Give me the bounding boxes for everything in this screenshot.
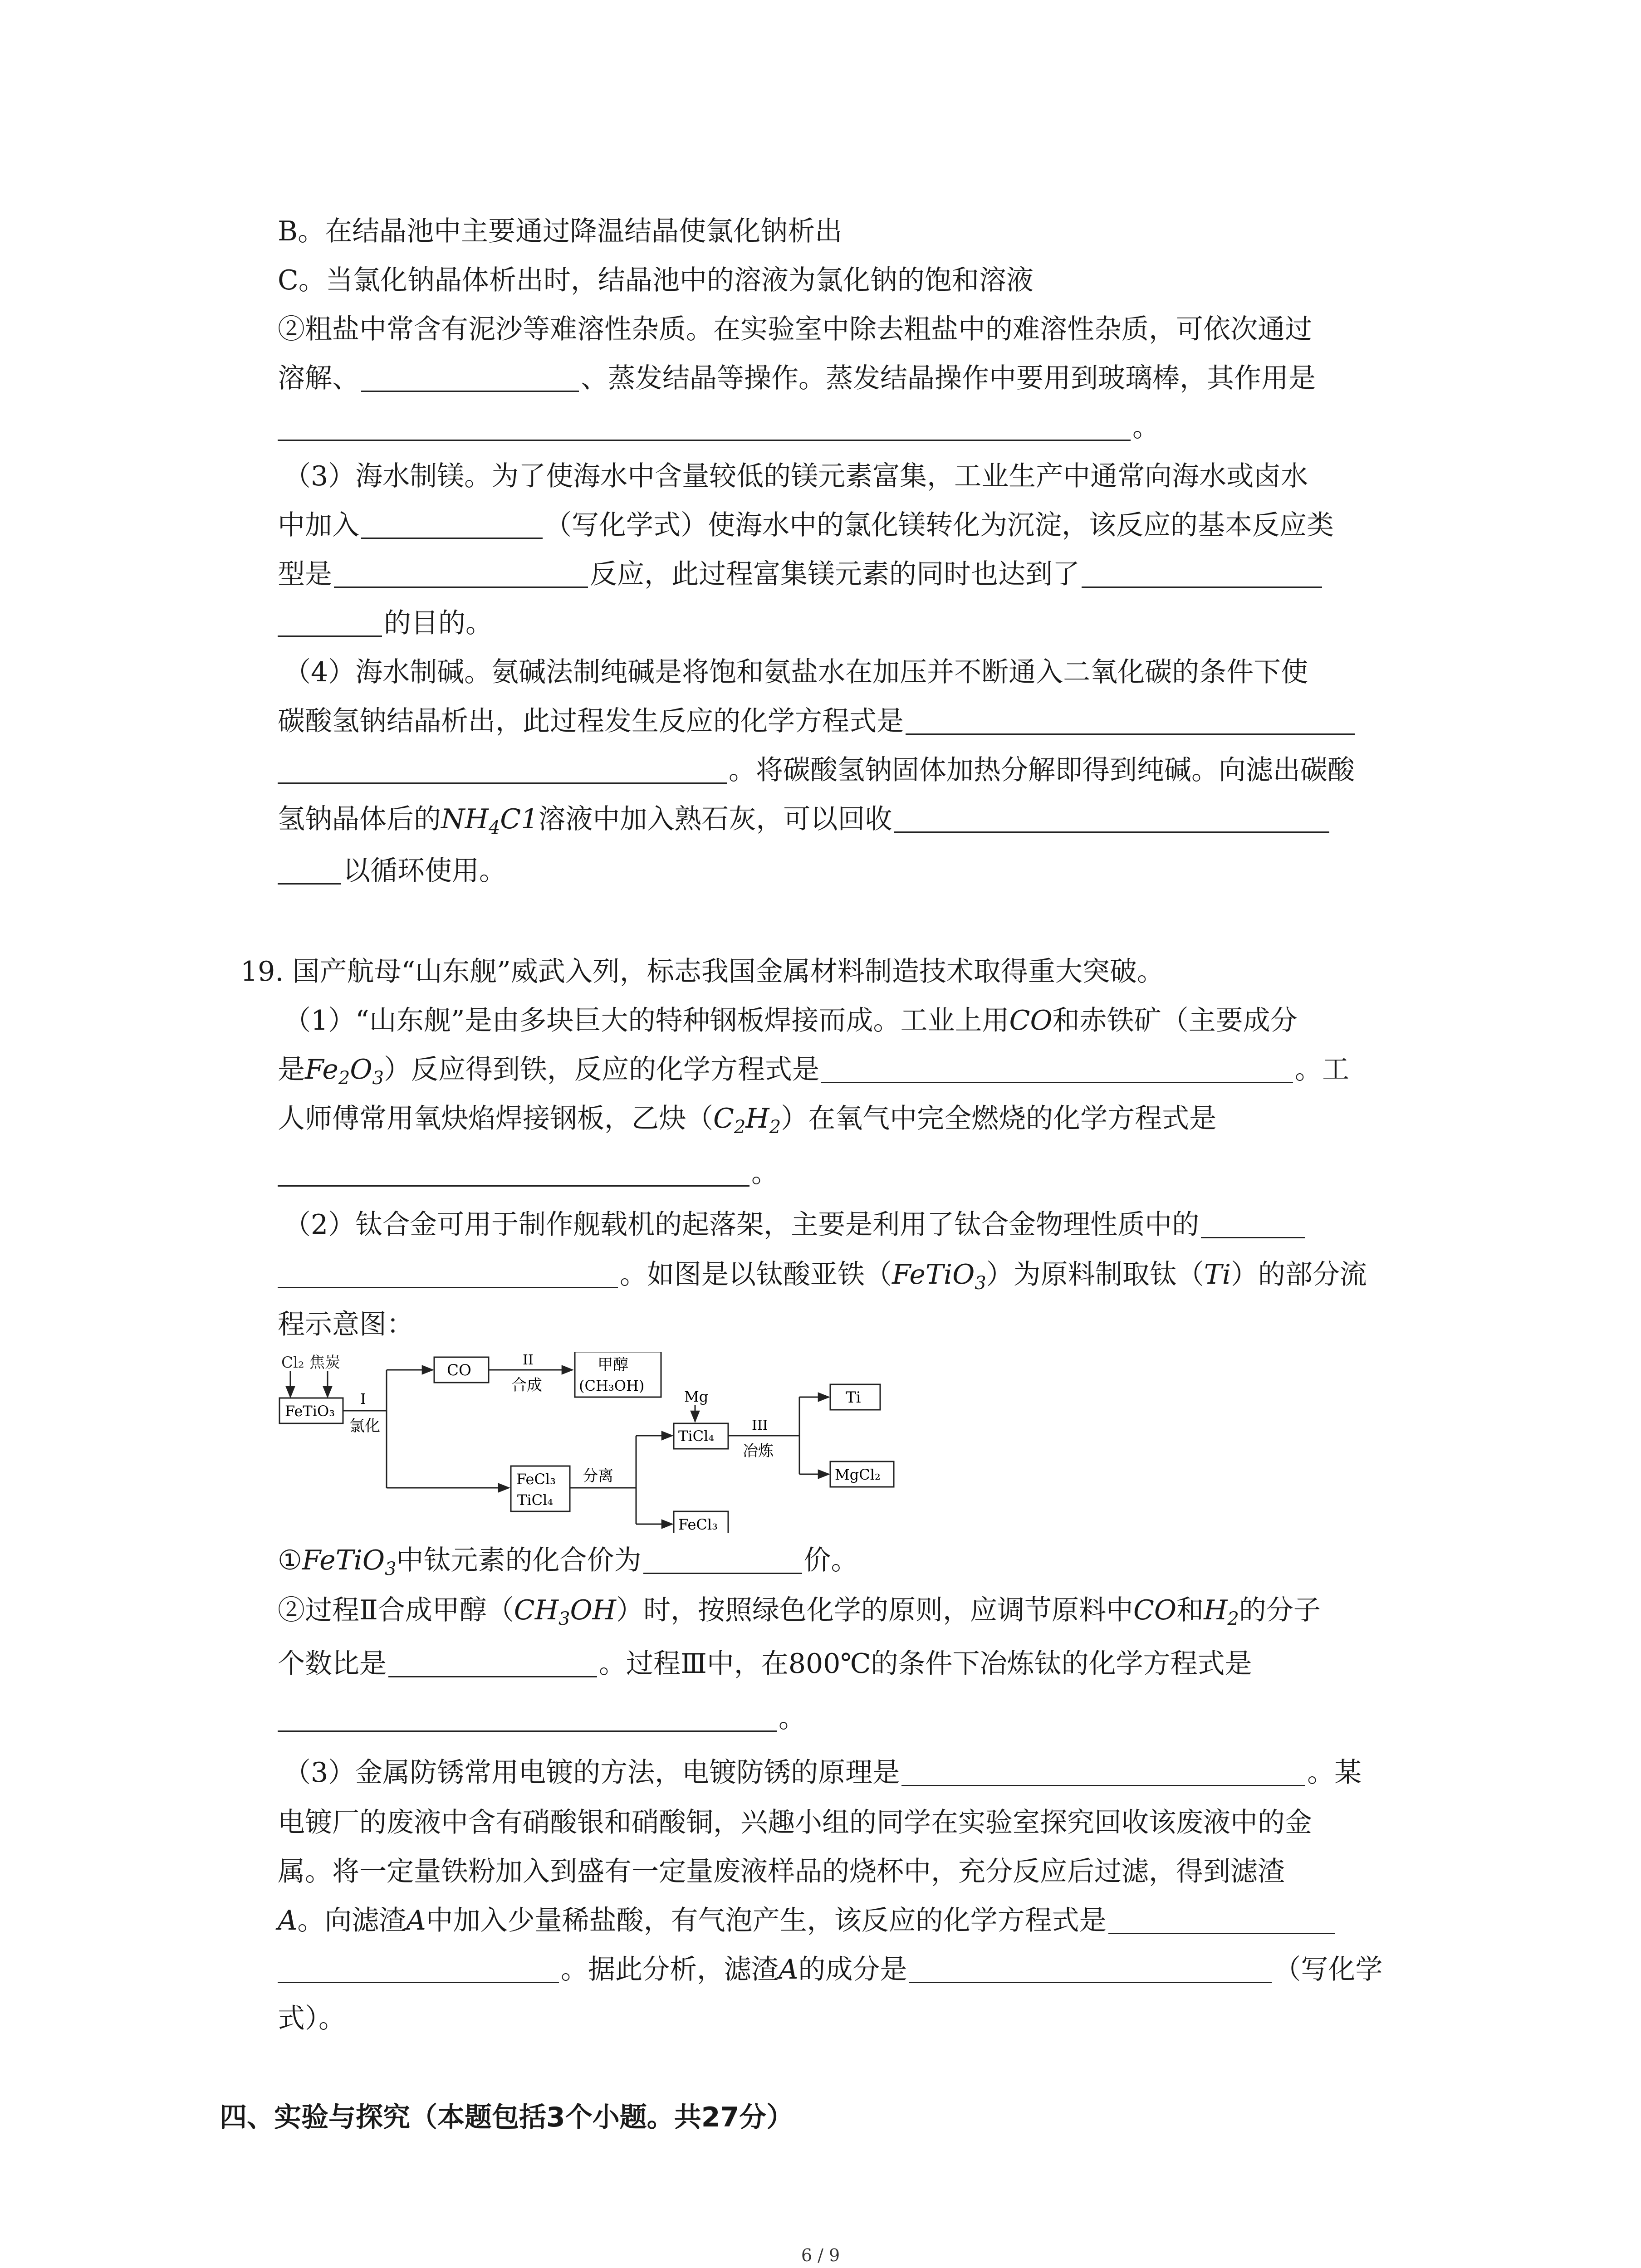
text: （1）“山东舰”是由多块巨大的特种钢板焊接而成。工业上用 [284, 1005, 1009, 1036]
formula: CO [1009, 1005, 1053, 1036]
subscript: 3 [385, 1559, 397, 1579]
text: ②粗盐中常含有泥沙等难溶性杂质。在实验室中除去粗盐中的难溶性杂质，可依次通过 [278, 313, 1312, 345]
text: （3）金属防锈常用电镀的方法，电镀防锈的原理是 [284, 1757, 900, 1789]
step1-label: 氯化 [349, 1417, 380, 1435]
text: 。 [751, 1157, 779, 1189]
answer-blank[interactable] [278, 1159, 749, 1187]
q18-3-line1 [284, 458, 1308, 494]
formula-part: H [1204, 1594, 1228, 1626]
step2-numeral: II [523, 1352, 534, 1368]
q19-1-line4 [278, 1155, 779, 1191]
q19-2-sub2-line3 [278, 1700, 806, 1736]
text: 。向滤渣 [297, 1905, 407, 1936]
answer-blank[interactable] [278, 1704, 777, 1732]
text: 。过程Ⅲ中，在800℃的条件下冶炼钛的化学方程式是 [599, 1648, 1252, 1680]
text: 。如图是以钛酸亚铁（ [620, 1259, 892, 1290]
text: 氢钠晶体后的 [278, 803, 441, 835]
text: 型是 [278, 558, 332, 590]
text: 、蒸发结晶等操作。蒸发结晶操作中要用到玻璃棒，其作用是 [581, 362, 1316, 394]
q19-2-sub1 [278, 1542, 858, 1579]
answer-blank[interactable] [906, 707, 1355, 735]
q18-2-line1 [278, 311, 1312, 347]
cl2-label: Cl₂ [281, 1354, 304, 1372]
answer-blank[interactable] [894, 805, 1329, 833]
formula-part: FeTiO [892, 1259, 975, 1290]
text: 。工 [1294, 1054, 1349, 1085]
formula [1204, 1594, 1239, 1629]
formula [892, 1259, 986, 1294]
text: 是 [278, 1054, 305, 1085]
formula-part: NH [441, 803, 489, 835]
fecl3-text: FeCl₃ [678, 1516, 718, 1533]
q19-2-line1 [284, 1207, 1307, 1243]
text: ②过程Ⅱ合成甲醇（ [278, 1594, 514, 1626]
text: （3）海水制镁。为了使海水中含量较低的镁元素富集，工业生产中通常向海水或卤水 [284, 460, 1308, 492]
answer-blank[interactable] [278, 609, 382, 637]
methanol-formula: (CH₃OH) [579, 1377, 645, 1394]
page-number: 6 / 9 [801, 2245, 840, 2265]
answer-blank[interactable] [901, 1759, 1305, 1786]
text: 属。将一定量铁粉加入到盛有一定量废液样品的烧杯中，充分反应后过滤，得到滤渣 [278, 1856, 1285, 1887]
formula [713, 1103, 781, 1138]
text: 电镀厂的废液中含有硝酸银和硝酸铜，兴趣小组的同学在实验室探究回收该废液中的金 [278, 1807, 1312, 1838]
answer-blank[interactable] [1082, 560, 1322, 588]
answer-blank[interactable] [1201, 1211, 1305, 1238]
answer-blank[interactable] [388, 1650, 597, 1677]
answer-blank[interactable] [909, 1955, 1272, 1983]
formula-part: FeTiO [302, 1545, 385, 1576]
q19-3-line5 [278, 1951, 1382, 1988]
chlorides-ticl4: TiCl₄ [517, 1491, 554, 1509]
text: 以循环使用。 [343, 855, 506, 887]
text: 四、实验与探究（本题包括3个小题。共27分） [220, 2102, 794, 2133]
chlorides-fecl3: FeCl₃ [516, 1471, 556, 1488]
text: 19. 国产航母“山东舰”威武入列，标志我国金属材料制造技术取得重大突破。 [240, 956, 1164, 987]
separate-label: 分离 [583, 1467, 613, 1485]
text: 和 [1176, 1594, 1204, 1626]
subscript: 2 [769, 1117, 781, 1138]
text: ）的部分流 [1230, 1259, 1367, 1290]
option-c-text: C。当氯化钠晶体析出时，结晶池中的溶液为氯化钠的饱和溶液 [278, 264, 1034, 296]
text: 。据此分析，滤渣 [561, 1954, 779, 1985]
ticl4-text: TiCl₄ [678, 1427, 715, 1445]
text: 个数比是 [278, 1648, 387, 1680]
text: ）反应得到铁，反应的化学方程式是 [383, 1054, 819, 1085]
formula: A [278, 1905, 298, 1936]
formula [305, 1054, 384, 1089]
option-c [278, 262, 1034, 298]
step3-label: 冶炼 [743, 1442, 774, 1460]
subscript: 2 [734, 1117, 746, 1138]
formula: A [779, 1954, 798, 1985]
mg-label: Mg [684, 1388, 709, 1405]
q19-3-line6 [278, 2000, 346, 2037]
text: 溶液中加入熟石灰，可以回收 [538, 803, 892, 835]
text: 人师傅常用氧炔焰焊接钢板，乙炔（ [278, 1103, 713, 1134]
section-4-heading [220, 2099, 794, 2136]
q18-4-line3 [278, 752, 1355, 788]
formula-part: OH [570, 1594, 616, 1626]
text: 的目的。 [384, 607, 493, 639]
text: 程示意图： [278, 1309, 414, 1340]
q18-4-line5 [278, 853, 506, 889]
q18-2-line3 [278, 409, 1160, 445]
q19-2-sub2-line2 [278, 1646, 1252, 1682]
formula-part: Fe [305, 1054, 338, 1085]
formula [514, 1594, 616, 1629]
q19-3-line4 [278, 1902, 1337, 1939]
answer-blank[interactable] [334, 560, 588, 588]
text: 溶解、 [278, 362, 359, 394]
answer-blank[interactable] [1108, 1906, 1335, 1934]
text: 价。 [803, 1545, 858, 1576]
subscript: 2 [338, 1068, 350, 1089]
text: 。 [1132, 411, 1160, 443]
text: ）时，按照绿色化学的原则，应调节原料中 [616, 1594, 1133, 1626]
answer-blank[interactable] [278, 1261, 618, 1288]
q19-3-line1 [284, 1755, 1362, 1791]
fetio3-text: FeTiO₃ [285, 1403, 335, 1420]
q19-3-line2 [278, 1804, 1312, 1841]
answer-blank[interactable] [278, 413, 1131, 441]
subscript: 2 [1227, 1608, 1239, 1629]
text: 反应，此过程富集镁元素的同时也达到了 [590, 558, 1080, 590]
text: （写化学式）使海水中的氯化镁转化为沉淀，该反应的基本反应类 [544, 509, 1334, 541]
q18-4-line4 [278, 801, 1331, 837]
answer-blank[interactable] [361, 364, 579, 392]
text: ）为原料制取钛（ [986, 1259, 1204, 1290]
text: 碳酸氢钠结晶析出，此过程发生反应的化学方程式是 [278, 705, 904, 737]
q19-3-line3 [278, 1853, 1285, 1890]
q19-2-line3 [278, 1306, 414, 1343]
q18-2-line2 [278, 360, 1316, 396]
text: （2）钛合金可用于制作舰载机的起落架，主要是利用了钛合金物理性质中的 [284, 1209, 1200, 1241]
answer-blank[interactable] [278, 756, 727, 784]
formula-part: CH [514, 1594, 559, 1626]
ti-text: Ti [846, 1388, 861, 1407]
option-b [278, 213, 842, 249]
q18-3-line3 [278, 556, 1324, 592]
formula [302, 1545, 397, 1579]
formula: A [406, 1905, 426, 1936]
question-19-stem [240, 953, 1164, 990]
subscript: 3 [558, 1608, 570, 1629]
q18-3-line2 [278, 507, 1334, 543]
process-flow-diagram [278, 1352, 899, 1533]
mgcl2-text: MgCl₂ [835, 1466, 881, 1483]
methanol-name: 甲醇 [598, 1356, 628, 1374]
text: 中加入 [278, 509, 359, 541]
text: 的成分是 [798, 1954, 907, 1985]
co-text: CO [447, 1361, 471, 1379]
step3-numeral: III [752, 1418, 768, 1433]
q19-1-line1 [284, 1002, 1298, 1039]
text: 中加入少量稀盐酸，有气泡产生，该反应的化学方程式是 [426, 1905, 1107, 1936]
text: 的分子 [1239, 1594, 1321, 1626]
answer-blank[interactable] [278, 857, 341, 885]
answer-blank[interactable] [278, 1955, 559, 1983]
subscript: 3 [975, 1273, 986, 1294]
step1-numeral: I [360, 1390, 366, 1408]
text: （4）海水制碱。氨碱法制纯碱是将饱和氨盐水在加压并不断通入二氧化碳的条件下使 [284, 656, 1308, 688]
text: ）在氧气中完全燃烧的化学方程式是 [781, 1103, 1217, 1134]
q18-4-line1 [284, 654, 1308, 690]
formula-part: C1 [500, 803, 539, 835]
formula: CO [1133, 1594, 1177, 1626]
coke-label: 焦炭 [309, 1354, 340, 1372]
text: 。将碳酸氢钠固体加热分解即得到纯碱。向滤出碳酸 [729, 754, 1355, 786]
text: 。某 [1307, 1757, 1362, 1789]
answer-blank[interactable] [361, 511, 543, 539]
formula-part: O [350, 1054, 372, 1085]
subscript: 4 [488, 817, 500, 838]
formula-part: C [713, 1103, 734, 1134]
subscript: 3 [372, 1068, 384, 1089]
formula: Ti [1204, 1259, 1231, 1290]
text: 式）。 [278, 2003, 346, 2034]
text: 。 [779, 1702, 806, 1734]
q19-2-sub2-line1 [278, 1592, 1321, 1628]
step2-label: 合成 [511, 1376, 542, 1394]
formula [441, 803, 539, 838]
q19-1-line3 [278, 1100, 1216, 1137]
formula-part: H [745, 1103, 769, 1134]
answer-blank[interactable] [821, 1056, 1293, 1083]
text: 中钛元素的化合价为 [396, 1545, 642, 1576]
answer-blank[interactable] [643, 1546, 802, 1574]
text: 和赤铁矿（主要成分 [1052, 1005, 1298, 1036]
q19-2-line2 [278, 1256, 1367, 1293]
option-b-text: B。在结晶池中主要通过降温结晶使氯化钠析出 [278, 215, 843, 247]
q18-4-line2 [278, 703, 1357, 739]
text: （写化学 [1274, 1954, 1383, 1985]
q18-3-line4 [278, 605, 493, 641]
text: ① [278, 1545, 302, 1576]
q19-1-line2 [278, 1051, 1349, 1088]
